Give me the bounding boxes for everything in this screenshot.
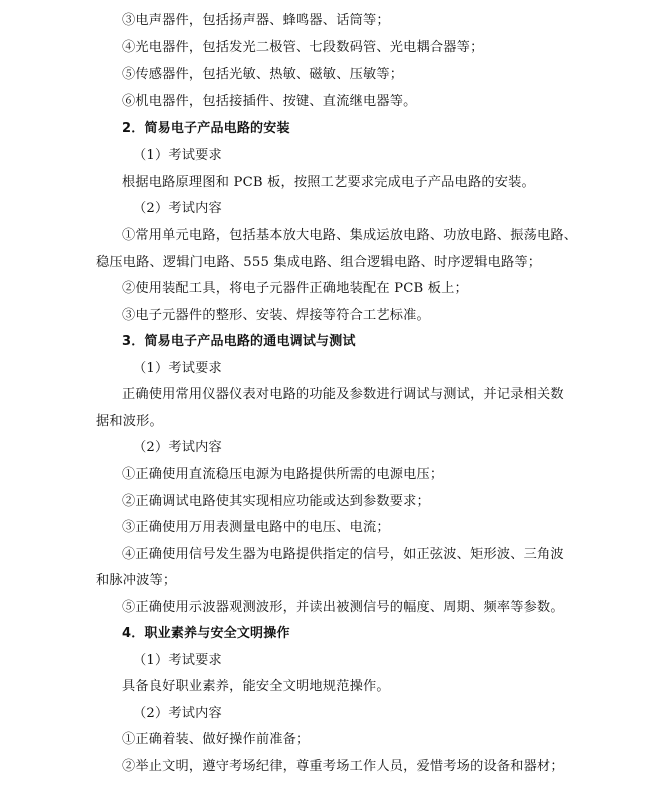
item-sensors: ⑤传感器件，包括光敏、热敏、磁敏、压敏等； bbox=[122, 67, 404, 82]
item-component-standards: ③电子元器件的整形、安装、焊接等符合工艺标准。 bbox=[122, 308, 430, 323]
item-debug-circuit: ②正确调试电路使其实现相应功能或达到参数要求； bbox=[122, 494, 430, 509]
section-heading-4: 4．职业素养与安全文明操作 bbox=[122, 626, 290, 641]
paragraph-requirements: 正确使用常用仪器仪表对电路的功能及参数进行调试与测试，并记录相关数 bbox=[122, 387, 564, 402]
item-conduct: ②举止文明，遵守考场纪律，尊重考场工作人员，爱惜考场的设备和器材； bbox=[122, 759, 564, 774]
subheading-content: （2）考试内容 bbox=[133, 706, 222, 721]
item-electromechanical: ⑥机电器件，包括接插件、按键、直流继电器等。 bbox=[122, 94, 417, 109]
item-electroacoustic: ③电声器件，包括扬声器、蜂鸣器、话筒等； bbox=[122, 13, 390, 28]
item-optoelectronic: ④光电器件，包括发光二极管、七段数码管、光电耦合器等； bbox=[122, 40, 484, 55]
item-assembly-tools: ②使用装配工具，将电子元器件正确地装配在 PCB 板上； bbox=[122, 281, 468, 296]
item-signal-generator: ④正确使用信号发生器为电路提供指定的信号，如正弦波、矩形波、三角波 bbox=[122, 547, 564, 562]
paragraph-requirements: 根据电路原理图和 PCB 板，按照工艺要求完成电子产品电路的安装。 bbox=[122, 175, 535, 190]
section-heading-3: 3．简易电子产品电路的通电调试与测试 bbox=[122, 334, 356, 349]
subheading-content: （2）考试内容 bbox=[133, 440, 222, 455]
item-signal-generator-cont: 和脉冲波等； bbox=[96, 573, 177, 588]
item-multimeter: ③正确使用万用表测量电路中的电压、电流； bbox=[122, 520, 390, 535]
subheading-requirements: （1）考试要求 bbox=[133, 361, 222, 376]
subheading-content: （2）考试内容 bbox=[133, 201, 222, 216]
item-unit-circuits-cont: 稳压电路、逻辑门电路、555 集成电路、组合逻辑电路、时序逻辑电路等； bbox=[96, 255, 542, 270]
paragraph-requirements-cont: 据和波形。 bbox=[96, 414, 163, 429]
item-dc-power: ①正确使用直流稳压电源为电路提供所需的电源电压； bbox=[122, 467, 444, 482]
subheading-requirements: （1）考试要求 bbox=[133, 653, 222, 668]
section-heading-2: 2．简易电子产品电路的安装 bbox=[122, 121, 290, 136]
item-attire: ①正确着装、做好操作前准备； bbox=[122, 732, 310, 747]
item-unit-circuits: ①常用单元电路，包括基本放大电路、集成运放电路、功放电路、振荡电路、 bbox=[122, 228, 578, 243]
subheading-requirements: （1）考试要求 bbox=[133, 148, 222, 163]
paragraph-requirements: 具备良好职业素养，能安全文明地规范操作。 bbox=[122, 679, 390, 694]
item-oscilloscope: ⑤正确使用示波器观测波形，并读出被测信号的幅度、周期、频率等参数。 bbox=[122, 600, 564, 615]
